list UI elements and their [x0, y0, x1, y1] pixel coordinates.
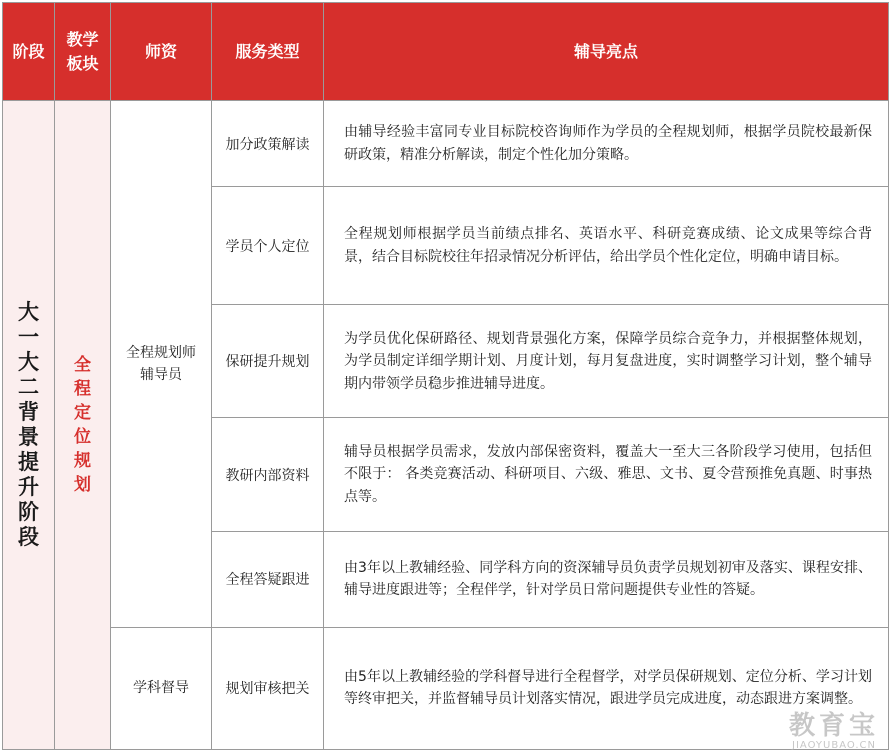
header-service-type: 服务类型 — [212, 3, 324, 101]
watermark-cn: 教育宝 — [788, 711, 879, 741]
header-stage: 阶段 — [3, 3, 55, 101]
highlight-cell: 为学员优化保研路径、规划背景强化方案，保障学员综合竞争力，并根据整体规划，为学员制定详细学期计划、月度计划，每月复盘进度，实时调整学习计划，整个辅导期内带领学员稳步推进辅导进度。 — [324, 305, 889, 418]
plan-table — [2, 2, 889, 750]
teacher-cell-supervisor: 学科督导 — [111, 627, 212, 749]
service-cell: 教研内部资料 — [212, 418, 324, 531]
watermark-en: JIAOYUBAO.CN — [792, 740, 876, 751]
highlight-cell: 由5年以上教辅经验的学科督导进行全程督学，对学员保研规划、定位分析、学习计划等终审把关，并监督辅导员计划落实情况，跟进学员完成进度，动态跟进方案调整。 — [324, 627, 889, 749]
table-row — [3, 101, 889, 187]
highlight-cell: 由3年以上教辅经验、同学科方向的资深辅导员负责学员规划初审及落实、课程安排、辅导进度跟进等；全程伴学，针对学员日常问题提供专业性的答疑。 — [324, 531, 889, 627]
header-highlights: 辅导亮点 — [324, 3, 889, 101]
teacher-label-planner: 全程规划师辅导员 — [125, 344, 196, 383]
stage-label: 大一大二背景提升阶段 — [18, 300, 39, 549]
service-cell: 规划审核把关 — [212, 627, 324, 749]
teacher-cell-planner — [111, 101, 212, 628]
table-row — [3, 627, 889, 749]
highlight-cell: 全程规划师根据学员当前绩点排名、英语水平、科研竞赛成绩、论文成果等综合背景，结合目标院校往年招录情况分析评估，给出学员个性化定位，明确申请目标。 — [324, 187, 889, 305]
service-cell: 保研提升规划 — [212, 305, 324, 418]
header-module: 教学板块 — [55, 3, 111, 101]
service-cell: 加分政策解读 — [212, 101, 324, 187]
table-header — [3, 3, 889, 101]
module-cell — [55, 101, 111, 750]
watermark-logo — [789, 712, 879, 752]
service-cell: 学员个人定位 — [212, 187, 324, 305]
module-label: 全程定位规划 — [73, 355, 91, 495]
service-cell: 全程答疑跟进 — [212, 531, 324, 627]
highlight-cell: 辅导员根据学员需求，发放内部保密资料，覆盖大一至大三各阶段学习使用，包括但不限于： 各类竞赛活动、科研项目、六级、雅思、文书、夏令营预推免真题、时事热点等。 — [324, 418, 889, 531]
highlight-cell: 由辅导经验丰富同专业目标院校咨询师作为学员的全程规划师，根据学员院校最新保研政策，精准分析解读，制定个性化加分策略。 — [324, 101, 889, 187]
header-teacher: 师资 — [111, 3, 212, 101]
stage-cell — [3, 101, 55, 750]
